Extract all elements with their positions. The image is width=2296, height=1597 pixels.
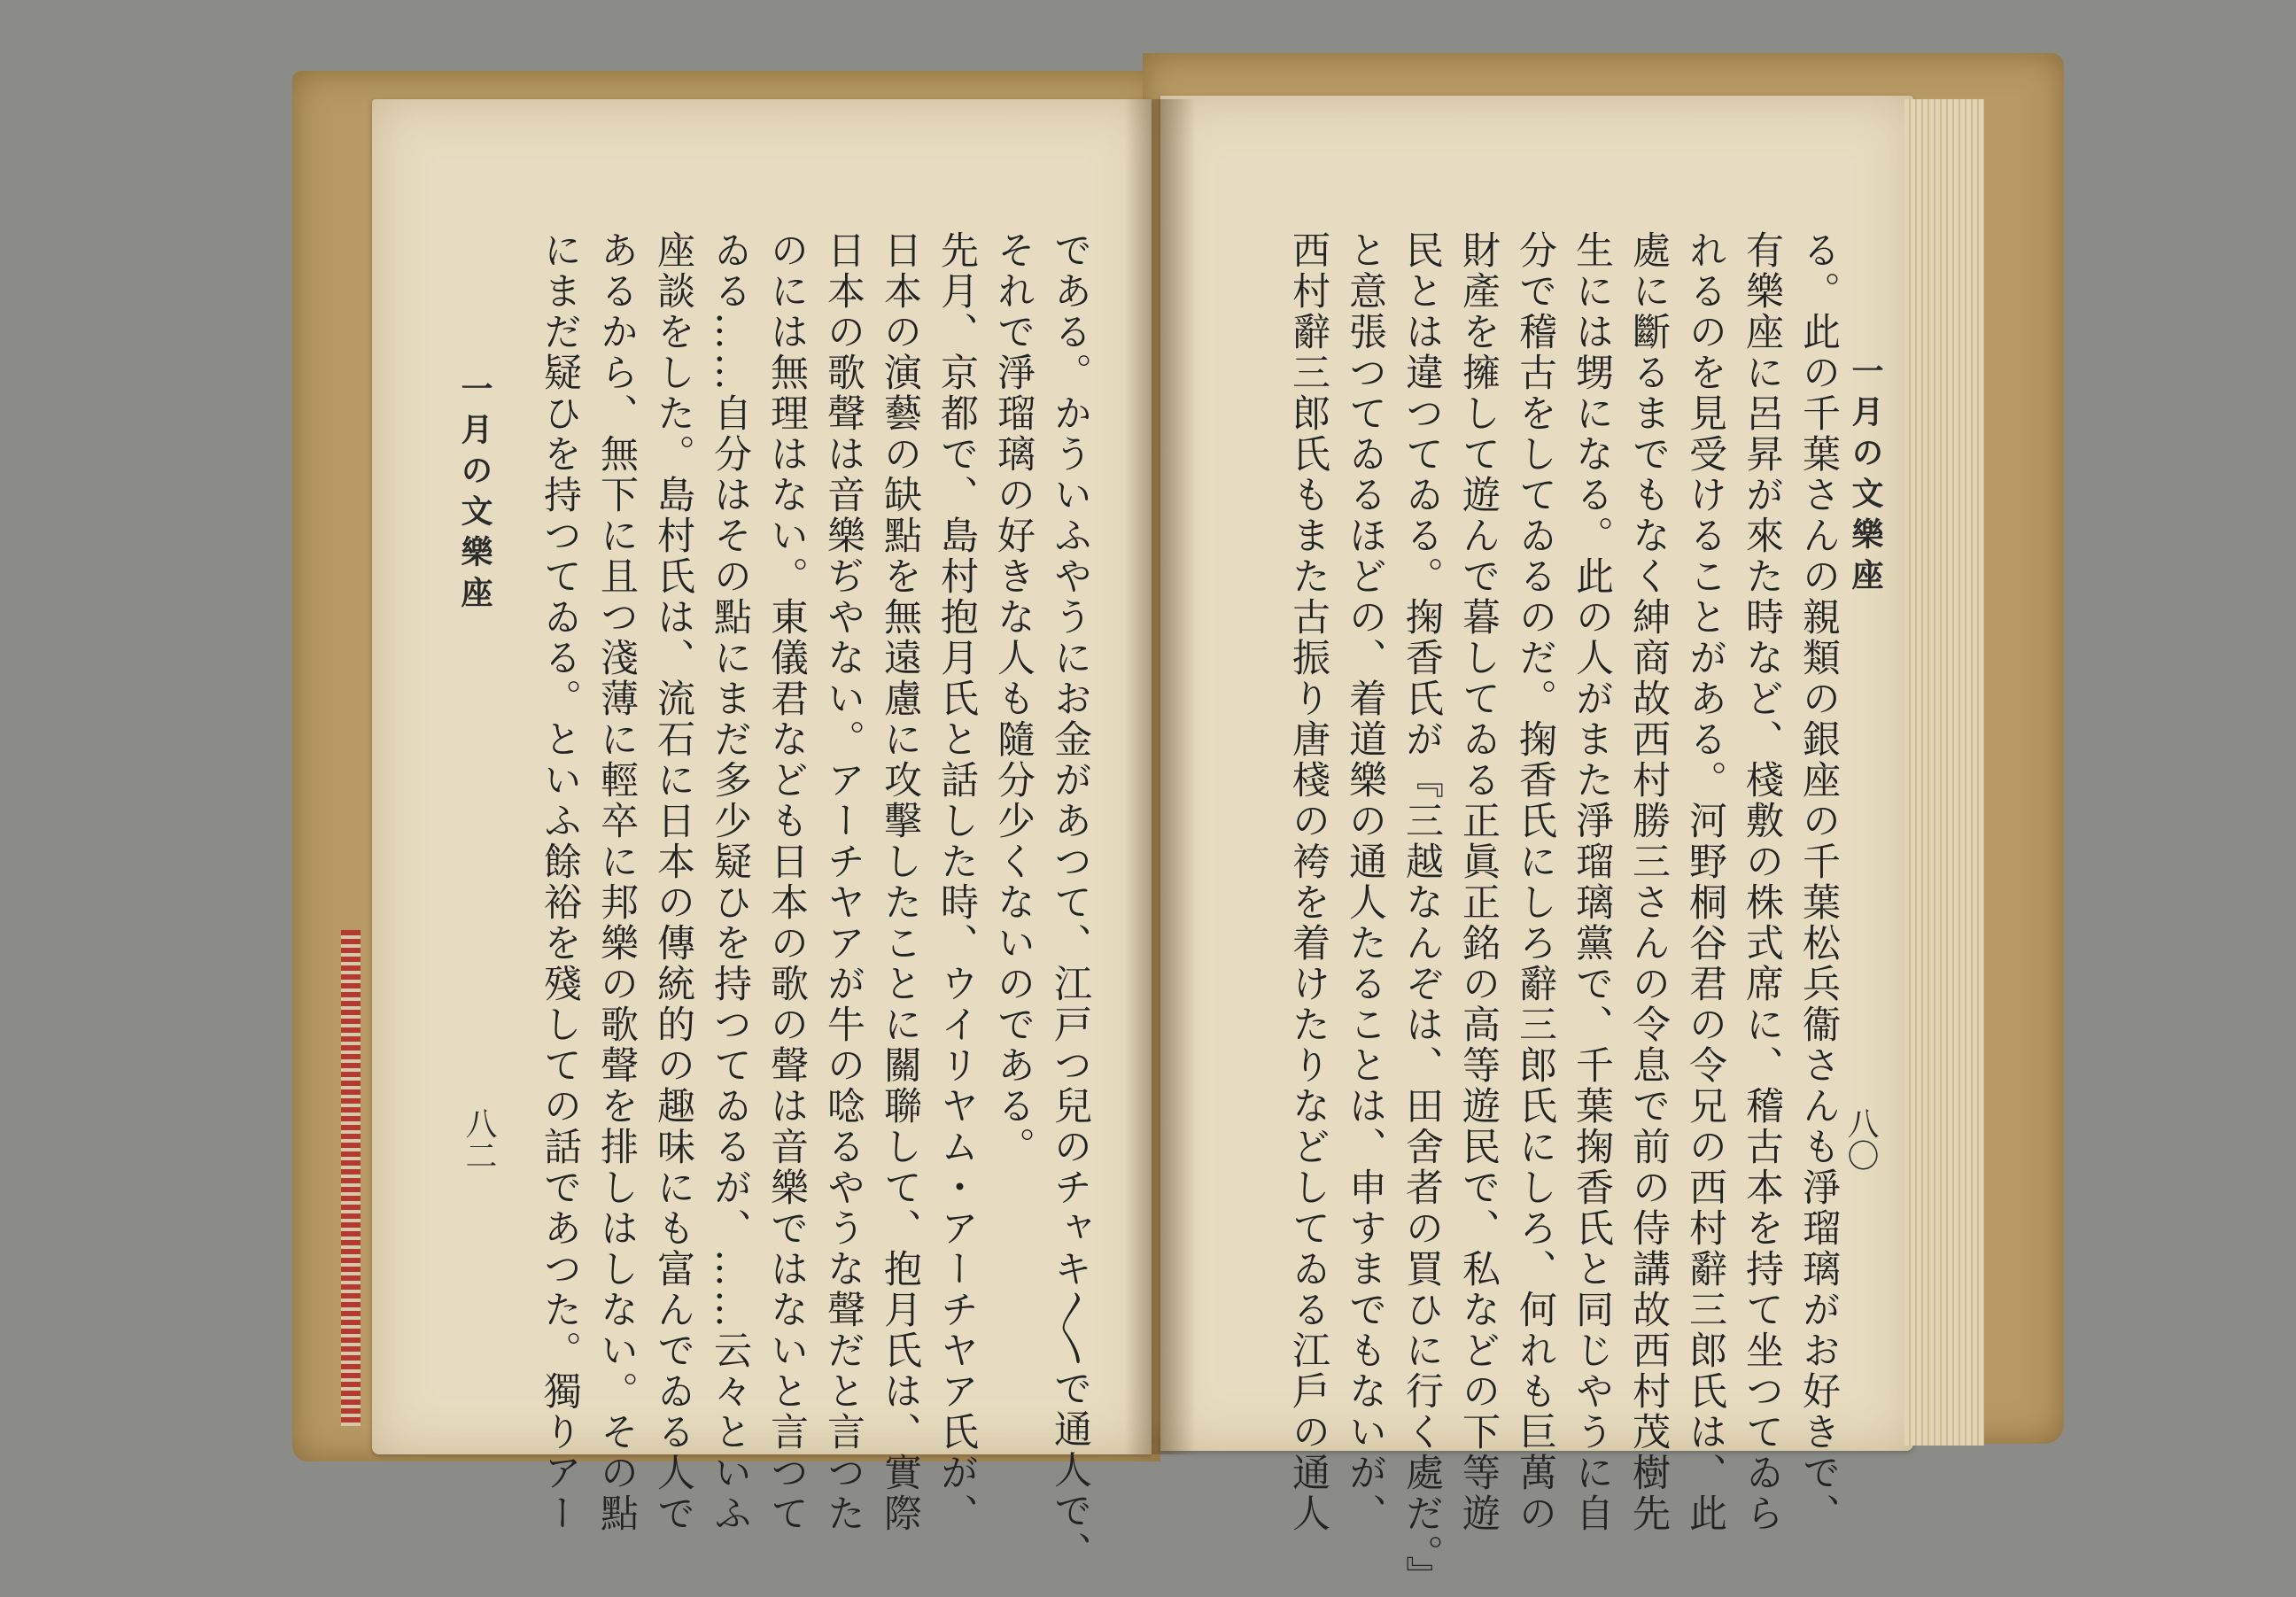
- text-line: 西村辭三郎氏もまた古振り唐棧の袴を着けたりなどしてゐる江戶の通人: [1286, 230, 1330, 1534]
- text-line: と意張つてゐるほどの、着道樂の通人たることは、申すまでもないが、: [1343, 230, 1387, 1534]
- text-line: 民とは違つてゐる。掬香氏が『三越なんぞは、田舍者の買ひに行く處だ。』: [1400, 230, 1444, 1597]
- right-page-body: [1227, 230, 1847, 1597]
- text-line: 先月、京都で、島村抱月氏と話した時、ウイリヤム・アーチヤア氏が、: [935, 230, 979, 1534]
- left-running-header: 一月の文樂座: [456, 372, 493, 616]
- text-line: 分で稽古をしてゐるのだ。掬香氏にしろ辭三郎氏にしろ、何れも巨萬の: [1513, 230, 1557, 1534]
- text-line: ゐる……自分はその點にまだ多少疑ひを持つてゐるが、……云々といふ: [708, 230, 752, 1534]
- red-page-edge: [341, 930, 361, 1426]
- page-stack-edge: [1904, 99, 1984, 1446]
- text-line: 日本の演藝の缺點を無遠慮に攻擊したことに關聯して、抱月氏は、實際: [878, 230, 922, 1534]
- text-line: それで淨瑠璃の好きな人も隨分少くないのである。: [991, 230, 1036, 1167]
- left-page-body: [523, 230, 1098, 1572]
- text-line: る。此の千葉さんの親類の銀座の千葉松兵衞さんも淨瑠璃がお好きで、: [1796, 230, 1841, 1534]
- text-line: 日本の歌聲は音樂ぢやない。アーチヤアが牛の唸るやうな聲だと言つた: [821, 230, 865, 1534]
- right-page-number: 八〇: [1842, 1107, 1879, 1171]
- right-running-header: 一月の文樂座: [1847, 354, 1883, 599]
- text-line: れるのを見受けることがある。河野桐谷君の令兄の西村辭三郎氏は、此: [1683, 230, 1727, 1534]
- text-line: のには無理はない。東儀君なども日本の歌の聲は音樂ではないと言つて: [764, 230, 809, 1534]
- text-line: にまだ疑ひを持つてゐる。といふ餘裕を殘しての話であつた。獨りアー: [538, 230, 582, 1534]
- text-line: 財產を擁して遊んで暮してゐる正眞正銘の高等遊民で、私などの下等遊: [1456, 230, 1501, 1534]
- text-line: 有樂座に呂昇が來た時など、棧敷の株式席に、稽古本を持て坐つてゐら: [1740, 230, 1784, 1534]
- text-line: あるから、無下に且つ淺薄に輕卒に邦樂の歌聲を排しはしない。その點: [594, 230, 639, 1534]
- text-line: 座談をした。島村氏は、流石に日本の傳統的の趣味にも富んでゐる人で: [651, 230, 695, 1534]
- text-line: 生には甥になる。此の人がまた淨瑠璃黨で、千葉掬香氏と同じやうに自: [1570, 230, 1614, 1534]
- text-line: である。かういふやうにお金があつて、江戸つ兒のチャキ〳〵で通人で、: [1048, 230, 1092, 1572]
- text-line: 處に斷るまでもなく紳商故西村勝三さんの令息で前の侍講故西村茂樹先: [1626, 230, 1671, 1534]
- left-page-number: 八二: [461, 1107, 497, 1171]
